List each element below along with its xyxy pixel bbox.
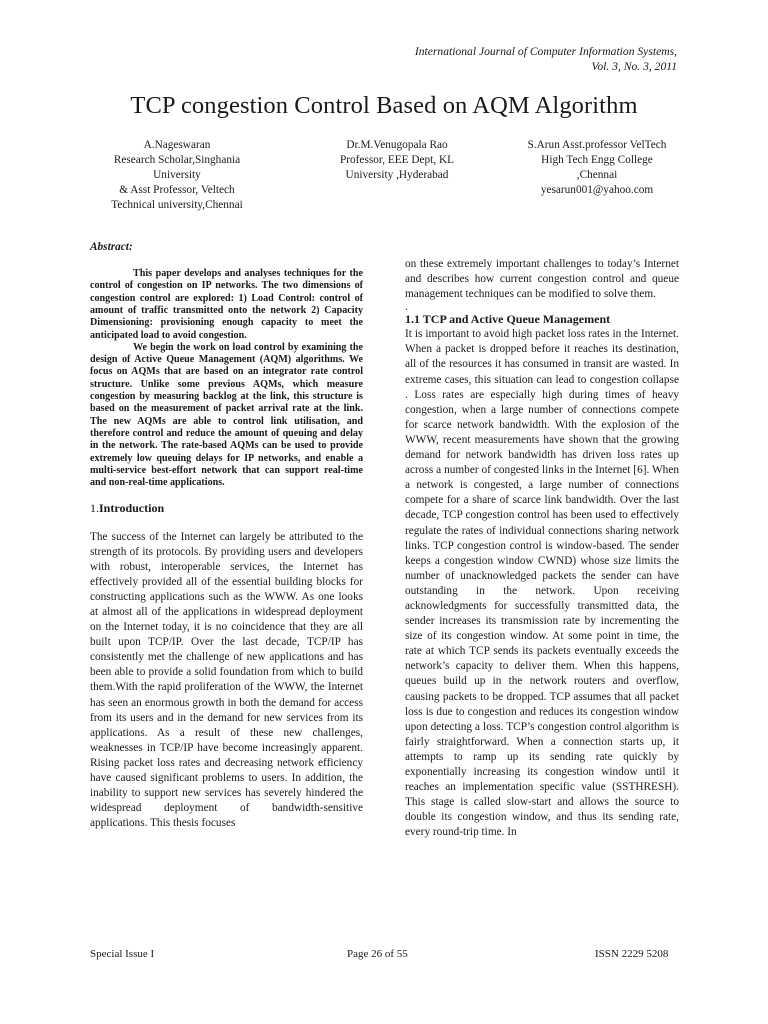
section-heading-introduction <box>90 501 363 516</box>
paper-title: TCP congestion Control Based on AQM Algorithm <box>130 92 638 119</box>
journal-volume: Vol. 3, No. 3, 2011 <box>591 60 677 73</box>
right-column <box>405 257 679 840</box>
author-line: University ,Hyderabad <box>345 169 449 181</box>
author-block-2 <box>302 138 492 183</box>
author-line: A.Nageswaran <box>143 139 211 151</box>
author-line: High Tech Engg College <box>541 154 653 166</box>
author-line: Technical university,Chennai <box>111 199 243 211</box>
subsection-heading: 1.1 TCP and Active Queue Management <box>405 312 611 327</box>
subsection-paragraph: It is important to avoid high packet loss rates in the Internet. When a packet is dropped before it reaches its destination, all of the resources it has consumed in transit are wasted. In extreme cases, this situation can lead to congestion collapse . Loss rates are especially high during times of heavy congestion, when a large number of connections compete for scarce network bandwidth. With the explosion of the WWW, recent measurements have shown that the growing demand for network bandwidth has driven loss rates up across a number of congested links in the Internet [6]. When a network is congested, a large number of connections compete for a share of scarce link bandwidth. Over the last decade, TCP congestion control has been used to effectively regulate the rates of individual connections sharing network links. TCP congestion control is window-based. The sender keeps a congestion window CWND) whose size limits the number of unacknowledged packets the sender can have outstanding in the network. Upon receiving acknowledgments for successfully transmitted data, the sender increases its transmission rate by incrementing the size of its congestion window. At some point in time, the rate at which TCP sends its packets eventually exceeds the network’s capacity to deliver them. When this happens, queues build up in the network routers and overflow, causing packets to be dropped. TCP assumes that all packet loss is due to congestion and reduces its congestion window upon detecting a loss. TCP’s congestion control algorithm is fairly straightforward. When a connection starts up, it attempts to ramp up its sending rate quickly by exponentially increasing its congestion window until it reaches an implementation specific value (SSTHRESH). This stage is called slow-start and allows the source to double its congestion window, and thus its sending rate, every round-trip time. In <box>405 328 679 839</box>
author-line: Professor, EEE Dept, KL <box>339 154 455 166</box>
continuation-paragraph: on these extremely important challenges to today’s Internet and describes how current congestion control and queue management techniques can be modified to solve them. <box>405 258 679 301</box>
abstract-heading: Abstract: <box>90 241 133 253</box>
introduction-paragraph: The success of the Internet can largely be attributed to the strength of its protocols. By providing users and developers with robust, interoperable services, the Internet has effectively provided all of the essential building blocks for constructing applications such as the WWW. As one looks at almost all of the applications in widespread deployment on the Internet today, it is no coincidence that they are all built upon TCP/IP. Over the last decade, TCP/IP has consistently met the challenge of new applications and has been able to provide a solid foundation from which to build them.With the rapid proliferation of the WWW, the Internet has seen an enormous growth in both the demand for access from its users and in the demand for new services from its applications. As a result of these new challenges, weaknesses in TCP/IP have become increasingly apparent. Rising packet loss rates and decreasing network efficiency have caused significant problems to users. In addition, the inability to support new services has severely hindered the widespread deployment of bandwidth-sensitive applications. This thesis focuses <box>90 530 363 830</box>
abstract-paragraph-1: This paper develops and analyses techniques for the control of congestion on IP networks. The two dimensions of congestion control are explored: 1) Load Control: control of amount of traffic transmitted onto the network 2) Capacity Dimensioning: provisioning enough capacity to meet the anticipated load to avoid congestion. <box>90 268 363 341</box>
author-line: ,Chennai <box>576 169 618 181</box>
footer-issn: ISSN 2229 5208 <box>595 948 669 960</box>
author-line: University <box>153 169 201 181</box>
author-line: Dr.M.Venugopala Rao <box>346 139 448 151</box>
stray-dot: . <box>405 301 408 314</box>
footer-issue: Special Issue I <box>90 948 155 960</box>
section-number: 1. <box>90 501 99 516</box>
author-block-3 <box>497 138 697 198</box>
section-title: Introduction <box>99 501 165 516</box>
abstract-body <box>90 268 363 489</box>
left-column <box>90 240 363 831</box>
author-line: Research Scholar,Singhania <box>113 154 241 166</box>
author-line: S.Arun Asst.professor VelTech <box>527 139 667 151</box>
author-line: & Asst Professor, Veltech <box>119 184 235 196</box>
journal-name: International Journal of Computer Information Systems, <box>414 45 677 58</box>
journal-header <box>277 44 677 74</box>
abstract-paragraph-2: We begin the work on load control by examining the design of Active Queue Management (AQM) algorithms. We focus on AQMs that are based on an integrator rate control structure. Unlike some previous AQMs, which measure congestion by measuring backlog at the link, this structure is based on the measurement of packet arrival rate at the link. The new AQMs are able to control link utilisation, and therefore control and reduce the amount of queuing and delay in the network. The rate-based AQMs can be used to provide extremely low queuing delays for IP networks, and enable a multi-service best-effort network that can support real-time and non-real-time applications. <box>90 341 363 489</box>
author-email: yesarun001@yahoo.com <box>540 184 654 196</box>
footer-page-number: Page 26 of 55 <box>347 948 408 960</box>
author-block-1 <box>82 138 272 213</box>
